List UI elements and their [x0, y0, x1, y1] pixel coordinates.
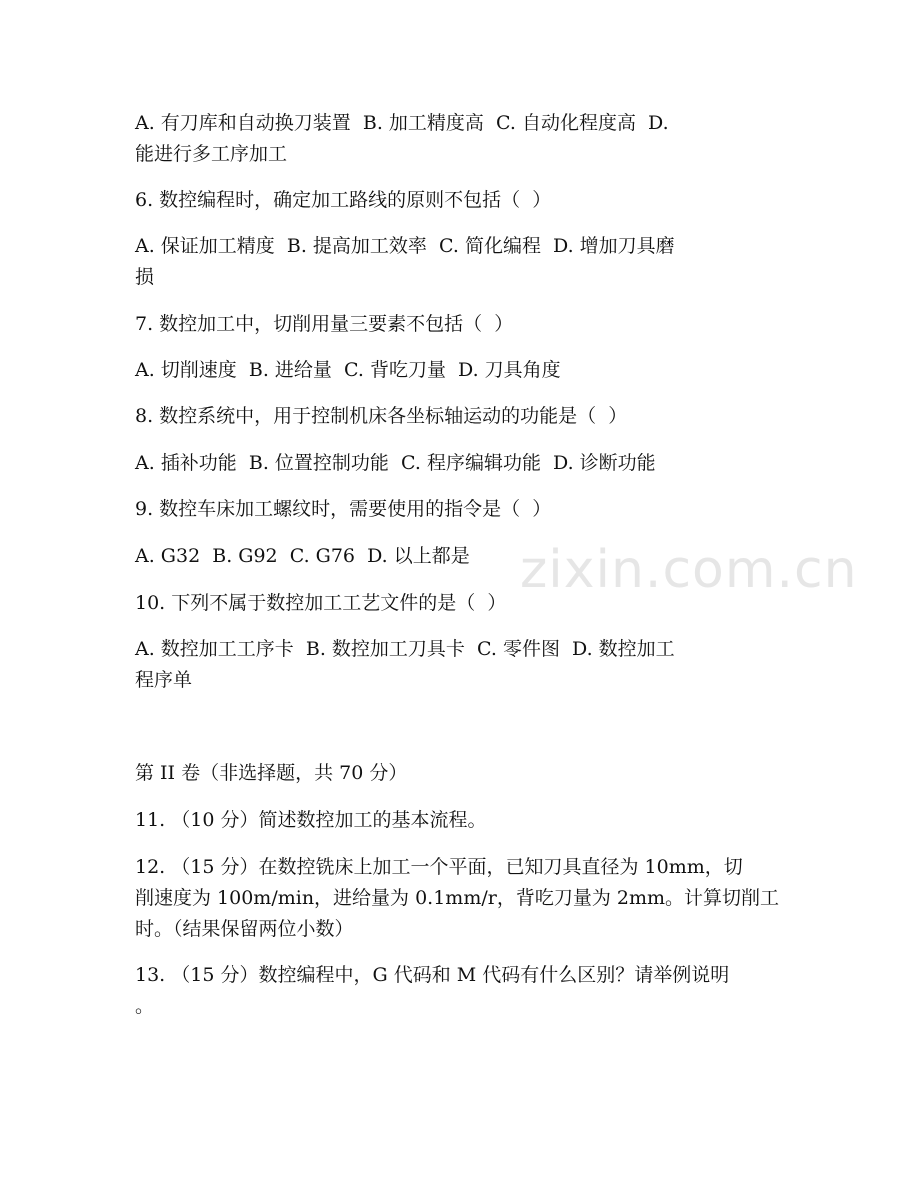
q7-options: A. 切削速度 B. 进给量 C. 背吃刀量 D. 刀具角度: [135, 359, 561, 381]
q13-line1: 13. （15 分）数控编程中，G 代码和 M 代码有什么区别？请举例说明: [135, 964, 730, 986]
section2-title: 第 II 卷（非选择题，共 70 分）: [135, 762, 408, 784]
q10-stem: 10. 下列不属于数控加工工艺文件的是（ ）: [135, 592, 507, 614]
q6-options-line1: A. 保证加工精度 B. 提高加工效率 C. 简化编程 D. 增加刀具磨: [135, 235, 675, 257]
q13-line2: 。: [135, 995, 155, 1017]
q8-stem: 8. 数控系统中，用于控制机床各坐标轴运动的功能是（ ）: [135, 405, 628, 427]
q6-options-line2: 损: [135, 266, 155, 288]
q5-options-line2: 能进行多工序加工: [135, 143, 288, 165]
q10-options-line2: 程序单: [135, 669, 193, 691]
q9-options: A. G32 B. G92 C. G76 D. 以上都是: [135, 545, 470, 567]
q11: 11. （10 分）简述数控加工的基本流程。: [135, 809, 487, 831]
q5-options-line1: A. 有刀库和自动换刀装置 B. 加工精度高 C. 自动化程度高 D.: [135, 112, 669, 134]
q10-options-line1: A. 数控加工工序卡 B. 数控加工刀具卡 C. 零件图 D. 数控加工: [135, 638, 675, 660]
watermark: zixin.com.cn: [520, 540, 858, 600]
q7-stem: 7. 数控加工中，切削用量三要素不包括（ ）: [135, 313, 514, 335]
q12-line1: 12. （15 分）在数控铣床上加工一个平面，已知刀具直径为 10mm，切: [135, 856, 743, 878]
q6-stem: 6. 数控编程时，确定加工路线的原则不包括（ ）: [135, 189, 552, 211]
q9-stem: 9. 数控车床加工螺纹时，需要使用的指令是（ ）: [135, 498, 552, 520]
q12-line2: 削速度为 100m/min，进给量为 0.1mm/r，背吃刀量为 2mm。计算切削工: [135, 887, 779, 909]
q8-options: A. 插补功能 B. 位置控制功能 C. 程序编辑功能 D. 诊断功能: [135, 452, 656, 474]
q12-line3: 时。（结果保留两位小数）: [135, 918, 354, 940]
